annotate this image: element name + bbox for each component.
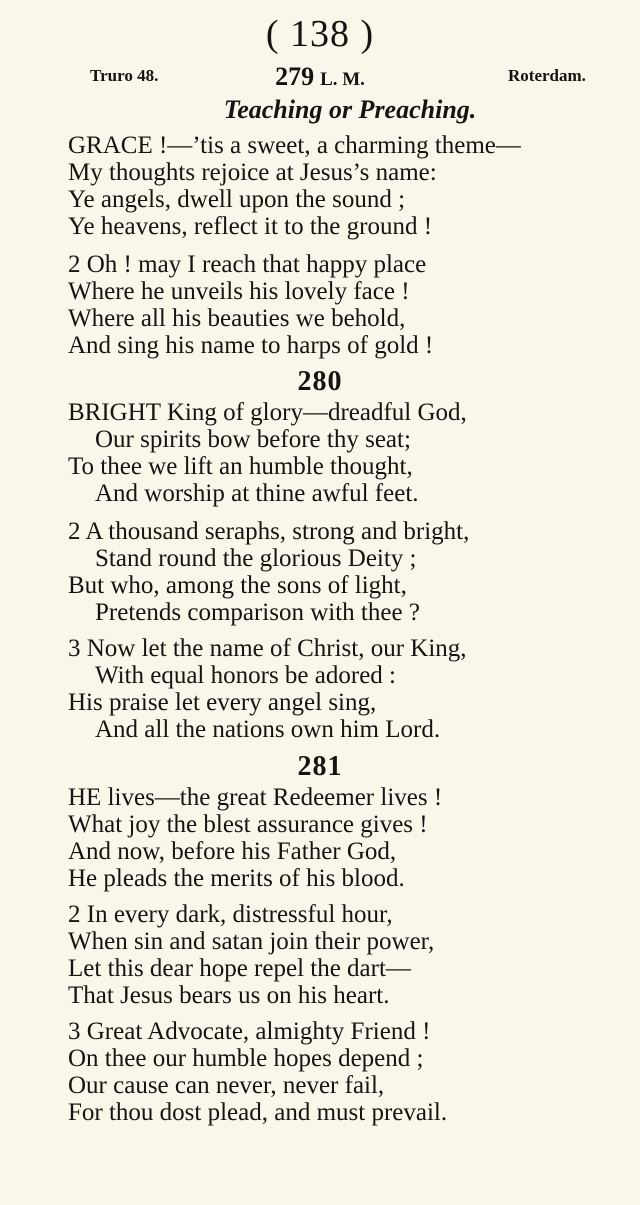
verse-line: His praise let every angel sing, xyxy=(68,689,377,716)
verse-line: BRIGHT King of glory—dreadful God, xyxy=(68,399,467,426)
tune-name-left: Truro 48. xyxy=(90,66,159,85)
tune-name-right: Roterdam. xyxy=(508,66,586,85)
verse-line: He pleads the merits of his blood. xyxy=(68,865,405,892)
verse-line: On thee our humble hopes depend ; xyxy=(68,1045,424,1072)
verse-line: Where he unveils his lovely face ! xyxy=(68,278,410,305)
verse-280-3 xyxy=(68,635,628,743)
verse-line: 2 Oh ! may I reach that happy place xyxy=(68,251,427,278)
verse-line: With equal honors be adored : xyxy=(95,662,396,689)
verse-line: Pretends comparison with thee ? xyxy=(95,599,420,626)
verse-line: Ye angels, dwell upon the sound ; xyxy=(68,186,406,213)
verse-line: For thou dost plead, and must prevail. xyxy=(68,1099,448,1126)
verse-line: And all the nations own him Lord. xyxy=(95,716,441,743)
verse-line: 2 In every dark, distressful hour, xyxy=(68,901,393,928)
verse-279-2 xyxy=(68,251,628,359)
verse-line: And now, before his Father God, xyxy=(68,838,397,865)
verse-280-2 xyxy=(68,518,628,626)
verse-line: Stand round the glorious Deity ; xyxy=(95,545,417,572)
verse-280-1 xyxy=(68,399,628,507)
verse-279-1 xyxy=(68,132,628,240)
verse-281-1 xyxy=(68,784,628,892)
verse-281-3 xyxy=(68,1018,628,1126)
verse-line: Our spirits bow before thy seat; xyxy=(95,426,411,453)
page-number: ( 138 ) xyxy=(265,13,375,55)
verse-line: Ye heavens, reflect it to the ground ! xyxy=(68,213,433,240)
verse-line: That Jesus bears us on his heart. xyxy=(68,982,390,1009)
verse-line: When sin and satan join their power, xyxy=(68,928,435,955)
verse-line: To thee we lift an humble thought, xyxy=(68,453,413,480)
verse-line: Our cause can never, never fail, xyxy=(68,1072,385,1099)
verse-line: My thoughts rejoice at Jesus’s name: xyxy=(68,159,437,186)
verse-line: But who, among the sons of light, xyxy=(68,572,407,599)
verse-line: And worship at thine awful feet. xyxy=(95,480,419,507)
verse-line: 3 Now let the name of Christ, our King, xyxy=(68,635,467,662)
verse-line: Let this dear hope repel the dart— xyxy=(68,955,411,982)
verse-line: Where all his beauties we behold, xyxy=(68,305,406,332)
verse-281-2 xyxy=(68,901,628,1009)
verse-line: HE lives—the great Redeemer lives ! xyxy=(68,784,443,811)
verse-line: What joy the blest assurance gives ! xyxy=(68,811,428,838)
hymn-280-number: 280 xyxy=(297,366,343,397)
verse-line: GRACE !—’tis a sweet, a charming theme— xyxy=(68,132,521,159)
hymn-subject: Teaching or Preaching. xyxy=(223,95,477,124)
verse-line: 3 Great Advocate, almighty Friend ! xyxy=(68,1018,431,1045)
verse-line: And sing his name to harps of gold ! xyxy=(68,332,434,359)
hymn-281-number: 281 xyxy=(297,751,343,782)
hymn-meter: L. M. xyxy=(320,69,365,90)
verse-line: 2 A thousand seraphs, strong and bright, xyxy=(68,518,470,545)
hymn-number: 279 xyxy=(275,62,315,91)
